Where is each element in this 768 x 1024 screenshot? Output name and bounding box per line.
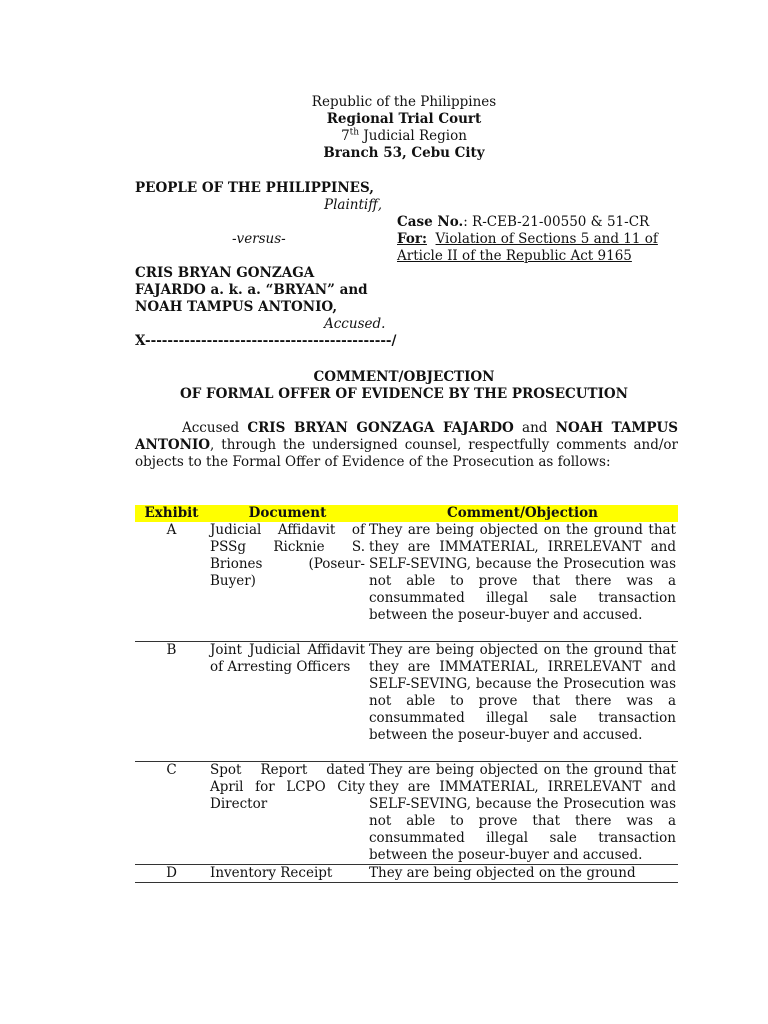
case-number: Case No.: R-CEB-21-00550 & 51-CR xyxy=(397,214,650,230)
versus-label: -versus- xyxy=(232,231,286,247)
accused-name-1: CRIS BRYAN GONZAGA FAJARDO xyxy=(247,420,514,436)
judicial-region: 7th Judicial Region xyxy=(341,127,467,144)
charge-line-2: Article II of the Republic Act 9165 xyxy=(397,248,632,264)
plaintiff-name: PEOPLE OF THE PHILIPPINES, xyxy=(135,180,374,196)
exhibit-cell: D xyxy=(135,865,208,883)
table-row xyxy=(135,762,678,865)
header-exhibit: Exhibit xyxy=(135,505,208,522)
comment-cell: They are being objected on the ground that they are IMMATERIAL, IRRELEVANT and SELF-SEVING, because the Prosecution was not able to prove that there was a consummated illegal sale transaction between the poseur-buyer and accused. xyxy=(367,642,678,762)
accused-role: Accused. xyxy=(324,316,386,332)
title-line-2: OF FORMAL OFFER OF EVIDENCE BY THE PROSECUTION xyxy=(180,386,628,402)
charge-line-1: For: Violation of Sections 5 and 11 of xyxy=(397,231,658,247)
intro-paragraph: Accused CRIS BRYAN GONZAGA FAJARDO and NOAH TAMPUS ANTONIO, through the undersigned counsel, respectfully comments and/or objects to the Formal Offer of Evidence of the Prosecution as follows: xyxy=(135,420,678,470)
court-name: Regional Trial Court xyxy=(326,111,482,127)
document-cell: Spot Report dated April for LCPO City Director xyxy=(208,762,367,865)
accused-line-2: FAJARDO a. k. a. “BRYAN” and xyxy=(135,282,368,298)
evidence-table xyxy=(135,505,678,883)
court-header xyxy=(0,94,768,162)
header-comment: Comment/Objection xyxy=(367,505,678,522)
comment-cell: They are being objected on the ground that they are IMMATERIAL, IRRELEVANT and SELF-SEVING, because the Prosecution was not able to prove that there was a consummated illegal sale transaction between the poseur-buyer and accused. xyxy=(369,762,676,863)
exhibit-cell: B xyxy=(135,642,208,762)
table-header-row xyxy=(135,505,678,522)
accused-line-1: CRIS BRYAN GONZAGA xyxy=(135,265,315,281)
document-cell: Judicial Affidavit of PSSg Ricknie S. Briones (Poseur-Buyer) xyxy=(210,522,365,589)
document-cell: Joint Judicial Affidavit of Arresting Officers xyxy=(208,642,367,762)
table-row xyxy=(135,522,678,642)
comment-cell: They are being objected on the ground xyxy=(367,865,678,883)
exhibit-cell: C xyxy=(135,762,208,865)
caption-separator: X--------------------------------------------/ xyxy=(135,333,397,349)
table-row xyxy=(135,865,678,883)
exhibit-cell: A xyxy=(166,522,177,538)
accused-name-2: NOAH TAMPUS ANTONIO xyxy=(135,420,678,453)
header-document: Document xyxy=(208,505,367,522)
comment-cell: They are being objected on the ground that they are IMMATERIAL, IRRELEVANT and SELF-SEVING, because the Prosecution was not able to prove that there was a consummated illegal sale transaction between the poseur-buyer and accused. xyxy=(369,522,676,623)
document-title xyxy=(0,369,768,403)
document-cell: Inventory Receipt xyxy=(208,865,367,883)
table-row xyxy=(135,642,678,762)
title-line-1: COMMENT/OBJECTION xyxy=(313,369,495,385)
republic-line: Republic of the Philippines xyxy=(311,94,497,110)
branch-line: Branch 53, Cebu City xyxy=(323,145,485,161)
accused-line-3: NOAH TAMPUS ANTONIO, xyxy=(135,299,338,315)
plaintiff-role: Plaintiff, xyxy=(324,197,383,213)
